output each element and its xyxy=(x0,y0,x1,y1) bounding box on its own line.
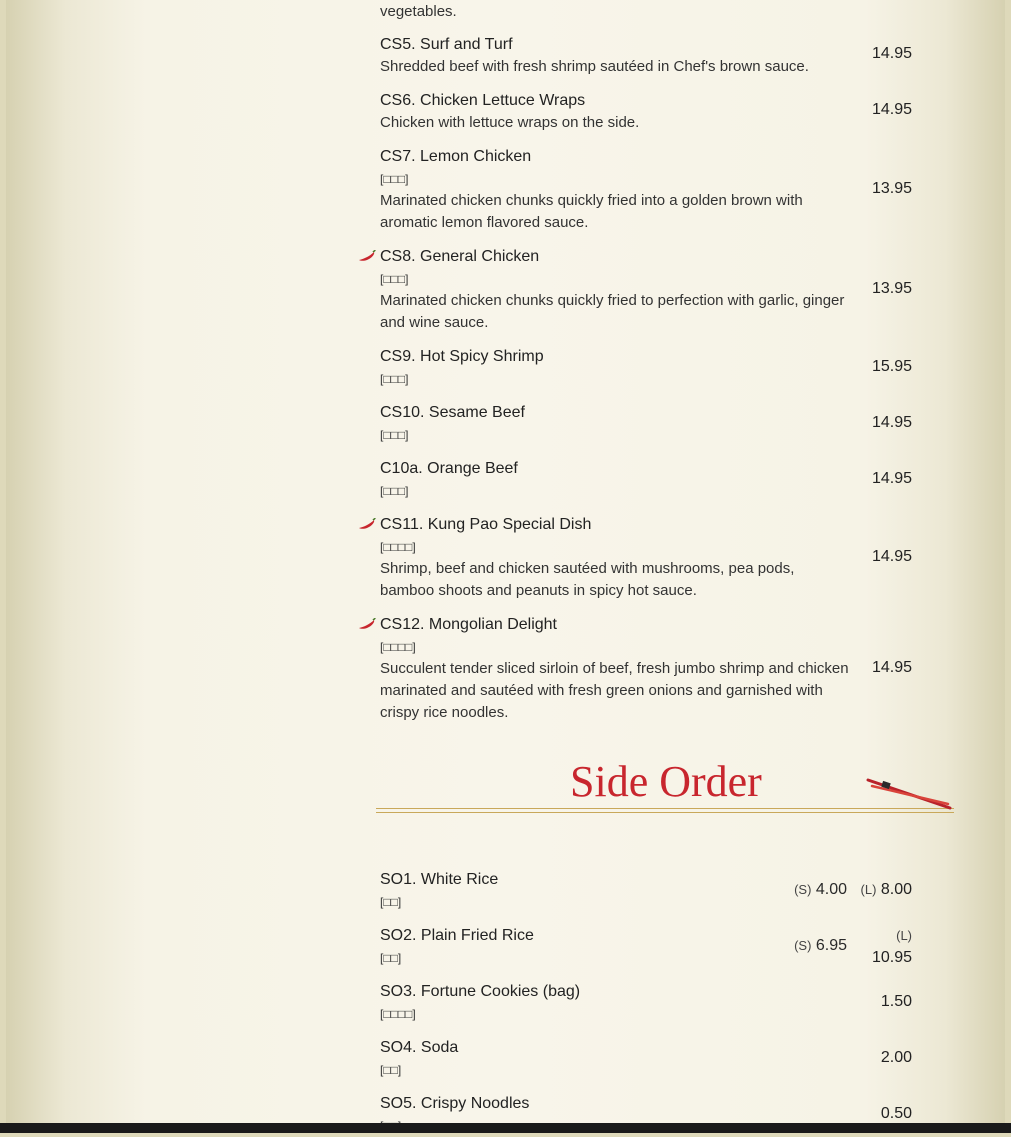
dish-price: 14.95 xyxy=(871,414,912,431)
dish-chinese-name: [□□□□] xyxy=(380,1007,416,1021)
dish-description: Shrimp, beef and chicken sautéed with mushrooms, pea pods, bamboo shoots and peanuts in spicy hot sauce. xyxy=(380,560,795,599)
price-value: 10.95 xyxy=(871,949,912,966)
dish-chinese-name: [□□□] xyxy=(380,372,409,386)
dish-description: Chicken with lettuce wraps on the side. xyxy=(380,114,640,131)
dish-chinese-name: [□□□] xyxy=(380,172,409,186)
dish-title: C10a. Orange Beef xyxy=(380,460,518,477)
dish-price: 14.95 xyxy=(871,45,912,62)
window-bottom-edge xyxy=(0,1123,1011,1133)
dish-title: CS6. Chicken Lettuce Wraps xyxy=(380,92,586,109)
dish-title: CS11. Kung Pao Special Dish xyxy=(380,516,592,533)
size-label: (S) xyxy=(794,938,812,953)
large-price xyxy=(872,925,912,969)
dish-title: SO1. White Rice xyxy=(380,871,499,888)
dish-title: CS5. Surf and Turf xyxy=(380,36,513,53)
dish-price: 1.50 xyxy=(880,993,912,1010)
dish-chinese-name: [□□□□] xyxy=(380,640,416,654)
dish-chinese-name: [□□□] xyxy=(380,428,409,442)
dish-description: vegetables. xyxy=(380,3,457,20)
dish-price: 14.95 xyxy=(871,548,912,565)
dish-price: 13.95 xyxy=(871,280,912,297)
dish-title: CS8. General Chicken xyxy=(380,248,540,265)
dish-description: Shredded beef with fresh shrimp sautéed in Chef's brown sauce. xyxy=(380,58,809,75)
dish-title: SO3. Fortune Cookies (bag) xyxy=(380,983,581,1000)
dish-price: 13.95 xyxy=(871,180,912,197)
small-price xyxy=(794,881,847,899)
size-label: (S) xyxy=(794,882,812,897)
dish-title: CS9. Hot Spicy Shrimp xyxy=(380,348,544,365)
price-value: 6.95 xyxy=(815,937,847,954)
size-label: (L) xyxy=(896,928,912,943)
dish-title: CS10. Sesame Beef xyxy=(380,404,525,421)
dish-chinese-name: [□□□] xyxy=(380,272,409,286)
chili-pepper-icon xyxy=(358,518,376,530)
price-value: 4.00 xyxy=(815,881,847,898)
dish-title: SO5. Crispy Noodles xyxy=(380,1095,530,1112)
dish-chinese-name: [□□] xyxy=(380,951,402,965)
dish-title: CS12. Mongolian Delight xyxy=(380,616,557,633)
dish-title: SO4. Soda xyxy=(380,1039,459,1056)
dish-price: 14.95 xyxy=(871,101,912,118)
dish-title: SO2. Plain Fried Rice xyxy=(380,927,534,944)
price-value: 8.00 xyxy=(880,881,912,898)
size-label: (L) xyxy=(860,882,877,897)
section-title: Side Order xyxy=(570,757,762,806)
large-price xyxy=(861,881,912,899)
dish-description: Marinated chicken chunks quickly fried into a golden brown with aromatic lemon flavored sauce. xyxy=(380,192,803,231)
dish-price: 2.00 xyxy=(880,1049,912,1066)
dish-price: 15.95 xyxy=(871,358,912,375)
chili-pepper-icon xyxy=(358,250,376,262)
small-price xyxy=(794,937,847,955)
dish-description: Marinated chicken chunks quickly fried to perfection with garlic, ginger and wine sauce. xyxy=(380,292,845,331)
dish-chinese-name: [□□] xyxy=(380,895,402,909)
dish-chinese-name: [□□□□] xyxy=(380,540,416,554)
dish-title: CS7. Lemon Chicken xyxy=(380,148,532,165)
chopsticks-icon xyxy=(866,776,952,812)
chili-pepper-icon xyxy=(358,618,376,630)
dish-price: 14.95 xyxy=(871,470,912,487)
dish-price: 0.50 xyxy=(880,1105,912,1122)
dish-price: 14.95 xyxy=(871,659,912,676)
dish-description: Succulent tender sliced sirloin of beef, fresh jumbo shrimp and chicken marinated and sautéed with fresh green onions and garnished with crispy rice noodles. xyxy=(380,660,849,721)
dish-chinese-name: [□□] xyxy=(380,1063,402,1077)
dish-chinese-name: [□□□] xyxy=(380,484,409,498)
